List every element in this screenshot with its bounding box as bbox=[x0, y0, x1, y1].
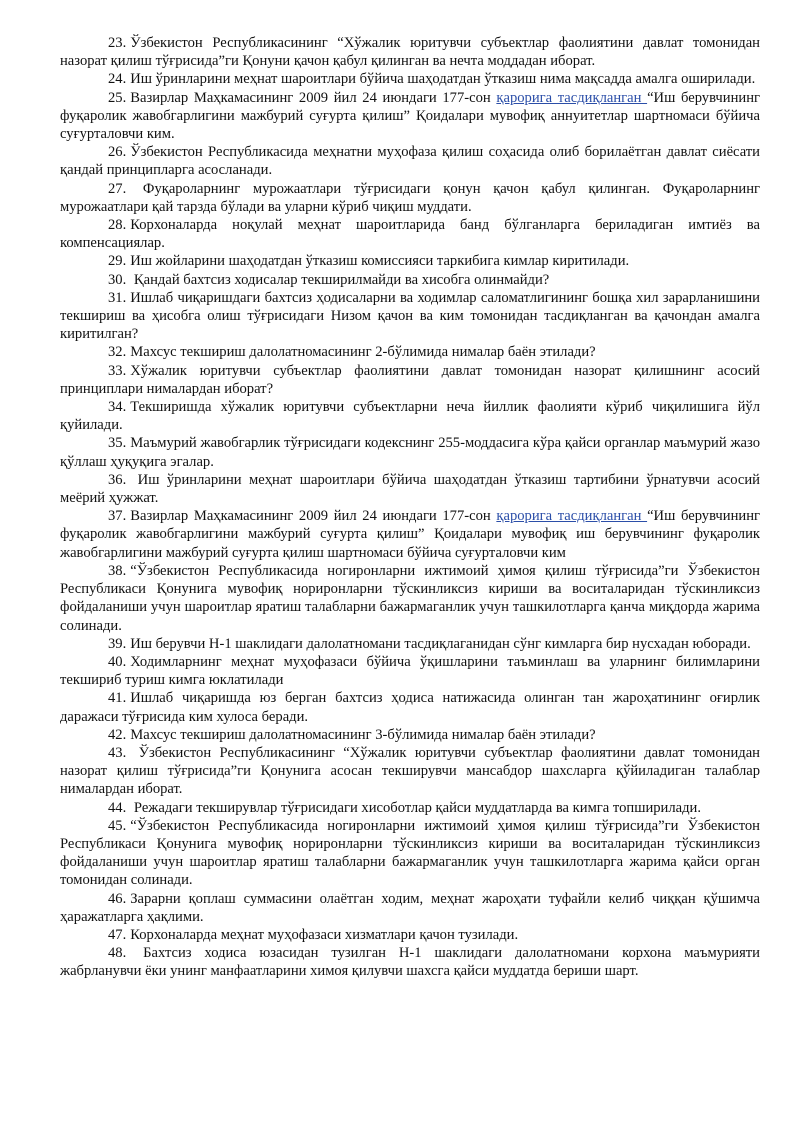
question-item bbox=[60, 799, 760, 817]
question-number: 44. bbox=[108, 799, 127, 816]
question-number: 34. bbox=[108, 399, 127, 416]
question-text: Хўжалик юритувчи субъектлар фаолиятини давлат томонидан назорат қилишнинг асосий принциплари нималардан иборат? bbox=[60, 362, 760, 397]
question-text: Ўзбекистон Республикасида меҳнатни муҳофаза қилиш соҳасида олиб борилаётган давлат сиёсати қандай принципларга асосланади. bbox=[60, 144, 760, 179]
question-text: Ишлаб чиқаришдаги бахтсиз ҳодисаларни ва ходимлар саломатлигининг бошқа хил зарарланишини текшириш ва ҳисобга олиш тўғрисидаги Низом қачон ва ким томонидан тасдиқланган ва қачондан амалга киритилган? bbox=[60, 289, 760, 343]
question-text: Қандай бахтсиз ходисалар текширилмайди ва хисобга олинмайди? bbox=[130, 271, 550, 288]
question-text: Вазирлар Маҳкамасининг 2009 йил 24 июндаги 177-сон bbox=[130, 508, 497, 525]
question-text: Корхоналарда ноқулай меҳнат шароитларида банд бўлганларга бериладиган имтиёз ва компенсациялар. bbox=[60, 217, 760, 252]
question-item bbox=[60, 398, 760, 434]
question-item bbox=[60, 271, 760, 289]
question-number: 32. bbox=[108, 344, 127, 361]
question-item bbox=[60, 362, 760, 398]
question-number: 24. bbox=[108, 71, 127, 88]
question-number: 36. bbox=[108, 471, 127, 488]
question-item bbox=[60, 562, 760, 635]
question-item bbox=[60, 890, 760, 926]
question-item bbox=[60, 34, 760, 70]
question-number: 35. bbox=[108, 435, 127, 452]
question-item bbox=[60, 817, 760, 890]
question-text: Ўзбекистон Республикасининг “Хўжалик юритувчи субъектлар фаолиятини давлат томонидан назорат қилиш тўғрисида”ги Қонунига асосан текширувчи мансабдор шахсларга қўйиладиган талаблар нималардан иборат. bbox=[60, 744, 760, 798]
question-item bbox=[60, 434, 760, 470]
document-page bbox=[60, 34, 760, 981]
question-text: Иш жойларини шаҳодатдан ўтказиш комиссияси таркибига кимлар киритилади. bbox=[130, 253, 630, 270]
question-number: 27. bbox=[108, 180, 127, 197]
question-text: Ходимларнинг меҳнат муҳофазаси бўйича ўқишларини таъминлаш ва уларнинг билимларини текшириб туриш кимга юклатилади bbox=[60, 653, 760, 689]
question-number: 40. bbox=[108, 653, 127, 670]
question-item bbox=[60, 507, 760, 562]
resolution-link[interactable]: қарорига тасдиқланган bbox=[496, 508, 648, 525]
question-item bbox=[60, 180, 760, 216]
question-item bbox=[60, 143, 760, 179]
question-text: Фуқароларнинг мурожаатлари тўғрисидаги қонун қачон қабул қилинган. Фуқароларнинг мурожаатлари қай тарзда бўлади ва уларни кўриб чиқиш муддати. bbox=[60, 180, 760, 215]
question-text: Махсус текшириш далолатномасининг 3-бўлимида нималар баён этилади? bbox=[130, 726, 596, 743]
question-number: 41. bbox=[108, 690, 127, 707]
question-text: Текширишда хўжалик юритувчи субъектларни неча йиллик фаолияти кўриб чиқилишига йўл қуйилади. bbox=[60, 399, 760, 434]
question-number: 30. bbox=[108, 271, 127, 288]
question-number: 43. bbox=[108, 744, 127, 761]
question-number: 33. bbox=[108, 362, 127, 379]
question-item bbox=[60, 926, 760, 944]
question-number: 23. bbox=[108, 35, 127, 51]
question-number: 42. bbox=[108, 726, 127, 743]
question-number: 38. bbox=[108, 562, 127, 579]
question-text: Зарарни қоплаш суммасини олаётган ходим, меҳнат жароҳати туфайли келиб чиққан қўшимча ҳаражатларга ҳақлими. bbox=[60, 890, 760, 925]
question-item bbox=[60, 944, 760, 980]
question-number: 28. bbox=[108, 217, 127, 234]
question-item bbox=[60, 689, 760, 725]
question-item bbox=[60, 343, 760, 361]
question-number: 31. bbox=[108, 289, 127, 306]
question-number: 25. bbox=[108, 89, 127, 106]
question-text: “Иш берувчининг фуқаролик жавобгарлигини мажбурий суғурта қилиш” Қоидалари мувофиқ аннуитетлар шартномаси бўйича суғурталовчи ким. bbox=[60, 89, 760, 143]
question-item bbox=[60, 216, 760, 252]
question-item bbox=[60, 635, 760, 653]
question-number: 37. bbox=[108, 508, 127, 525]
question-text: “Ўзбекистон Республикасида ногиронларни ижтимоий ҳимоя қилиш тўғрисида”ги Ўзбекистон Республикаси Қонунига мувофиқ нориронларни тўскинликсиз кириши ва воситаларидан тўскинликсиз фойдаланиши учун шароитлар яратиш талабларни бажармаганлик учун ташкилотларга қанча миқдорда жарима солинади. bbox=[60, 562, 760, 634]
question-text: Ўзбекистон Республикасининг “Хўжалик юритувчи субъектлар фаолиятини давлат томонидан назорат қилиш тўғрисида”ги Қонуни қачон қабул қилинган ва нечта моддадан иборат. bbox=[60, 35, 760, 70]
question-item bbox=[60, 289, 760, 344]
question-item bbox=[60, 726, 760, 744]
question-text: Ишлаб чиқаришда юз берган бахтсиз ҳодиса натижасида олинган тан жароҳатининг оғирлик даражаси тўғрисида ким хулоса беради. bbox=[60, 690, 760, 725]
resolution-link[interactable]: қарорига тасдиқланган bbox=[496, 89, 648, 106]
question-text: Иш ўринларини меҳнат шароитлари бўйича шаҳодатдан ўтказиш нима мақсадда амалга оширилади. bbox=[130, 71, 756, 88]
question-text: Иш берувчи Н-1 шаклидаги далолатномани тасдиқлаганидан сўнг кимларга бир нусхадан юборади. bbox=[130, 635, 751, 652]
question-text: Бахтсиз ходиса юзасидан тузилган Н-1 шаклидаги далолатномани корхона маъмурияти жабрланувчи ёки унинг манфаатларини химоя қилувчи шахсга қайси муддатда бериши шарт. bbox=[60, 945, 760, 980]
question-number: 47. bbox=[108, 926, 127, 943]
question-item bbox=[60, 744, 760, 799]
question-number: 26. bbox=[108, 144, 127, 161]
question-text: Вазирлар Маҳкамасининг 2009 йил 24 июндаги 177-сон bbox=[130, 89, 497, 106]
question-text: Иш ўринларини меҳнат шароитлари бўйича шаҳодатдан ўтказиш тартибини ўрнатувчи асосий меёрий ҳужжат. bbox=[60, 471, 760, 507]
question-item bbox=[60, 252, 760, 270]
question-item bbox=[60, 70, 760, 88]
question-number: 46. bbox=[108, 890, 127, 907]
question-number: 39. bbox=[108, 635, 127, 652]
question-text: “Иш берувчининг фуқаролик жавобгарлигини мажбурий суғурта қилиш” Қоидалари мувофиқ иш берувчининг фуқаролик жавобгарлигини мажбурий суғурта қилиш шартномаси бўйича суғурталовчи ким bbox=[60, 508, 760, 561]
question-text: Маъмурий жавобгарлик тўғрисидаги кодекснинг 255-моддасига кўра қайси органлар маъмурий жазо қўллаш ҳуқуқига эгалар. bbox=[60, 435, 760, 470]
question-item bbox=[60, 89, 760, 144]
question-number: 29. bbox=[108, 253, 127, 270]
question-number: 45. bbox=[108, 817, 127, 834]
question-text: Махсус текшириш далолатномасининг 2-бўлимида нималар баён этилади? bbox=[130, 344, 596, 361]
question-item bbox=[60, 471, 760, 507]
question-number: 48. bbox=[108, 945, 127, 962]
question-text: Корхоналарда меҳнат муҳофазаси хизматлари қачон тузилади. bbox=[130, 926, 519, 943]
question-text: “Ўзбекистон Республикасида ногиронларни ижтимоий ҳимоя қилиш тўғрисида”ги Ўзбекистон Республикаси Қонунига мувофиқ нориронларни тўскинликсиз кириши ва воситаларидан тўскинликсиз фойдаланиши учун шароитлар яратиш талабларни бажармаганлик учун ташкилотларга жарима қайси орган томонидан солинади. bbox=[60, 817, 760, 889]
question-text: Режадаги текширувлар тўғрисидаги хисоботлар қайси муддатларда ва кимга топширилади. bbox=[130, 799, 702, 816]
question-item bbox=[60, 653, 760, 689]
